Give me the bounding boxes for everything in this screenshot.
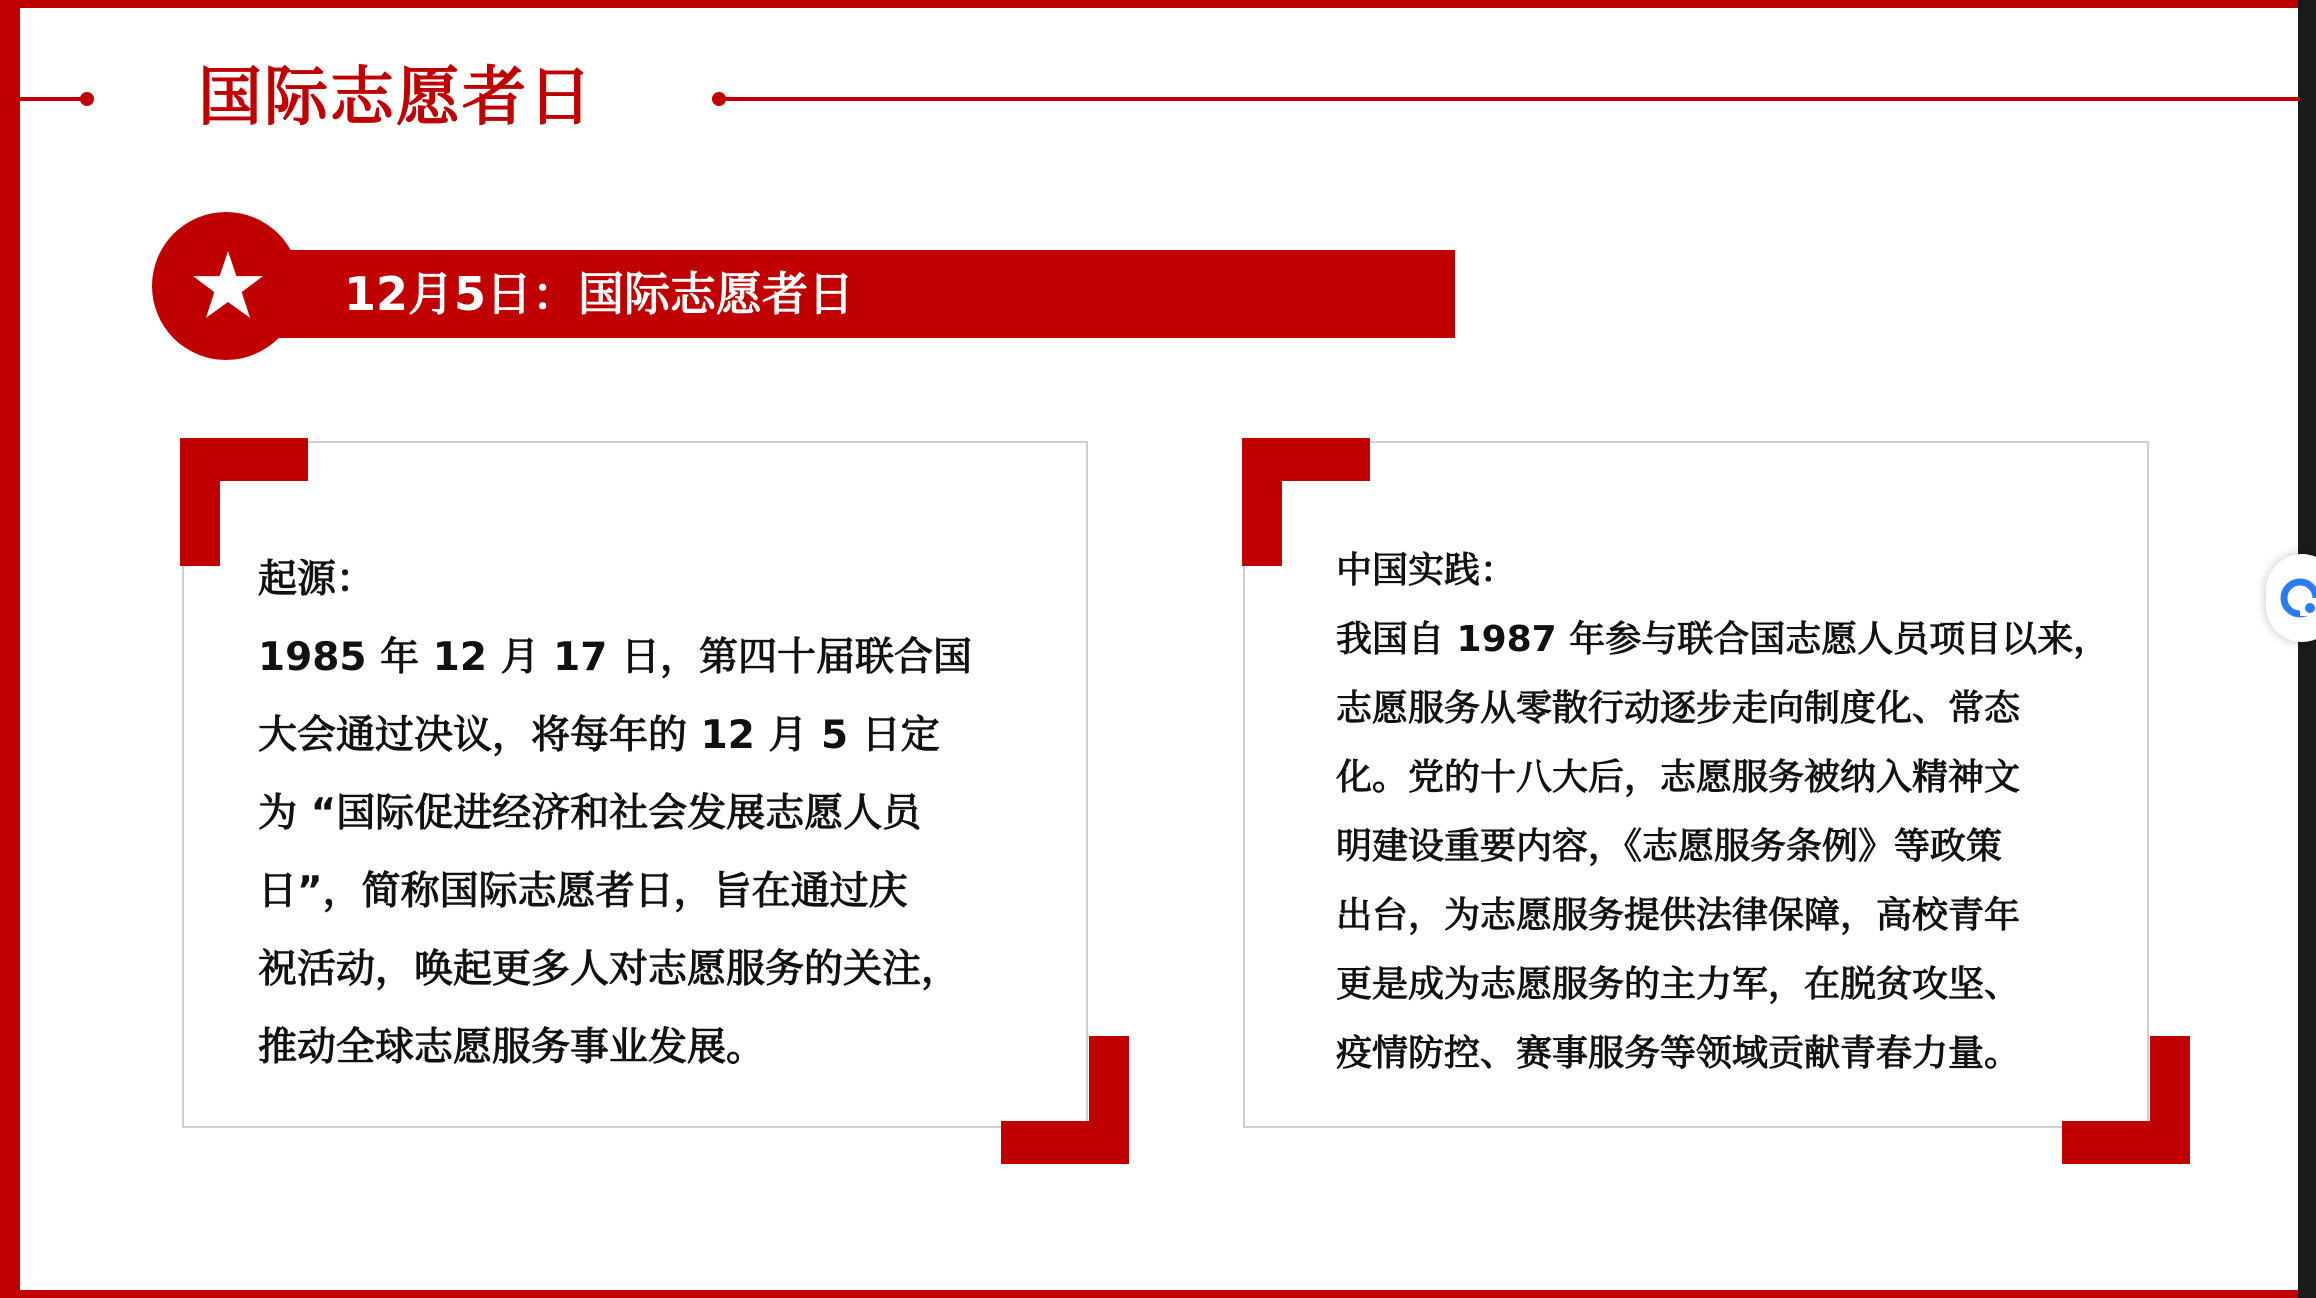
china-practice-line: 化。党的十八大后，志愿服务被纳入精神文	[1336, 757, 2021, 798]
origin-heading: 起源：	[258, 557, 376, 602]
origin-line: 1985 年 12 月 17 日，第四十届联合国	[258, 635, 972, 680]
china-practice-line: 我国自 1987 年参与联合国志愿人员项目以来，	[1336, 619, 2110, 660]
china-practice-text	[1336, 536, 2109, 1088]
assistant-icon[interactable]	[2280, 578, 2316, 618]
china-practice-heading: 中国实践：	[1336, 550, 1517, 591]
title-dot-left	[80, 92, 94, 106]
origin-line: 大会通过决议，将每年的 12 月 5 日定	[258, 713, 940, 758]
origin-line: 祝活动，唤起更多人对志愿服务的关注，	[258, 947, 961, 992]
card-corner-bottom-right	[2150, 1036, 2190, 1164]
china-practice-line: 出台，为志愿服务提供法律保障，高校青年	[1336, 895, 2021, 936]
window-edge	[2298, 0, 2316, 1298]
card-corner-bottom-right	[1089, 1036, 1129, 1164]
card-corner-top-left	[1242, 438, 1282, 566]
card-corner-top-left	[180, 438, 220, 566]
banner-title: 12月5日：国际志愿者日	[344, 267, 855, 321]
page-title: 国际志愿者日	[198, 61, 594, 135]
origin-text	[258, 541, 972, 1087]
china-practice-line: 志愿服务从零散行动逐步走向制度化、常态	[1336, 688, 2021, 729]
origin-line: 为 “国际促进经济和社会发展志愿人员	[258, 791, 922, 836]
title-rule-right	[720, 97, 2300, 101]
origin-line: 日”，简称国际志愿者日，旨在通过庆	[258, 869, 908, 914]
china-practice-line: 明建设重要内容，《志愿服务条例》等政策	[1336, 826, 2003, 867]
china-practice-line: 疫情防控、赛事服务等领域贡献青春力量。	[1336, 1033, 2021, 1074]
title-rule-left	[0, 97, 88, 101]
china-practice-line: 更是成为志愿服务的主力军，在脱贫攻坚、	[1336, 964, 2021, 1005]
origin-line: 推动全球志愿服务事业发展。	[258, 1025, 766, 1070]
star-icon	[190, 248, 266, 324]
